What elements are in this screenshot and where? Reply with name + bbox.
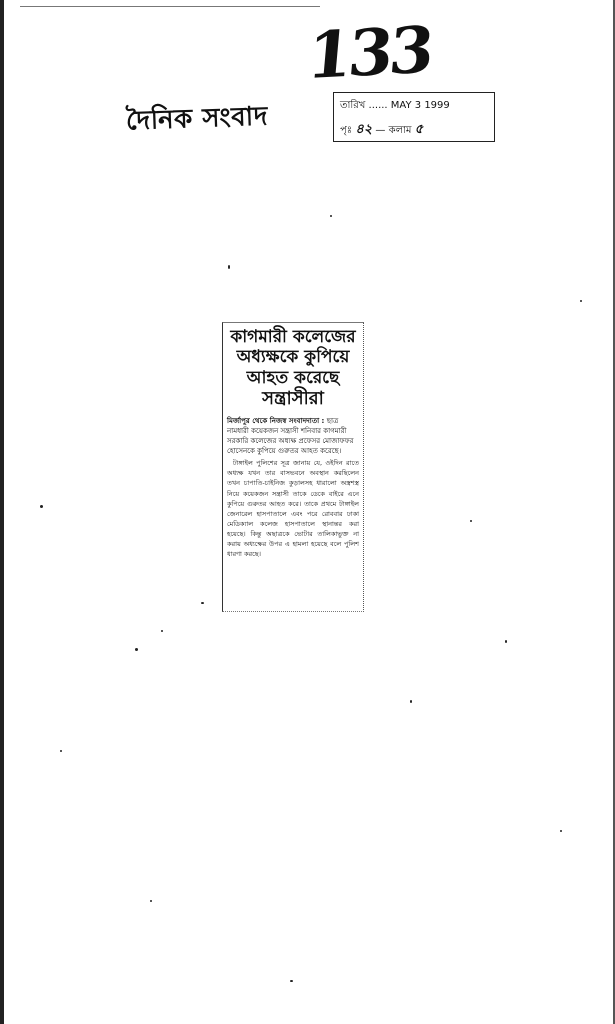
handwritten-archive-number: 133 xyxy=(304,12,434,95)
scan-speck xyxy=(40,505,43,508)
stamp-page-row: পৃঃ ৪২ — কলাম ৫ xyxy=(340,122,424,137)
scan-speck xyxy=(290,980,293,982)
scan-speck xyxy=(330,215,332,217)
scan-top-line xyxy=(20,6,320,7)
stamp-date-row: তারিখ ...... MAY 3 1999 xyxy=(340,100,450,111)
stamp-date-label: তারিখ xyxy=(340,100,366,111)
article-headline xyxy=(227,327,359,410)
headline-line-1: কাগমারী কলেজের xyxy=(230,327,356,347)
stamp-column-label: কলাম xyxy=(388,125,412,136)
scan-speck xyxy=(470,520,472,522)
scan-left-edge xyxy=(0,0,4,1024)
scan-speck xyxy=(161,630,163,632)
headline-line-4: সন্ত্রাসীরা xyxy=(262,388,324,410)
article-paragraph-2: টাঙ্গাইল পুলিশের সূত্র জানায় যে, ওইদিন রাতে অধ্যক্ষ যখন তার বাসভবনে অবস্থান করছিলেন তখন চাপাতি-চাইনিজ কুড়ালসহ ধারালো অস্ত্রশস্ত্র নিয়ে কয়েকজন সন্ত্রাসী তাকে ডেকে বাইরে এনে কুপিয়ে গুরুতর আহত করে। তাকে প্রথমে টাঙ্গাইল জেনারেল হাসপাতালে এবং পরে রোববার ঢাকা মেডিক্যাল কলেজ হাসপাতালে স্থানান্তর করা হয়েছে। কিন্তু অছাত্রকে ভোটার তালিকাভুক্ত না করায় অধ্যক্ষের উপর এ হামলা হয়েছে বলে পুলিশ ধারণা করছে। xyxy=(227,459,359,558)
scan-speck xyxy=(150,900,152,902)
scan-speck xyxy=(580,300,582,302)
headline-line-3: আহত করেছে xyxy=(246,367,340,388)
article-dateline: মির্জাপুর থেকে নিজস্ব সংবাদদাতা : ছাত্র নামধারী কয়েকজন সন্ত্রাসী শনিবার কাগমারী সরকারি কলেজের অধ্যক্ষ প্রফেসর মোজাফফর হোসেনকে কুপিয়ে গুরুতর আহত করেছে। xyxy=(227,416,354,456)
headline-line-2: অধ্যক্ষকে কুপিয়ে xyxy=(236,347,350,368)
scan-speck xyxy=(410,700,412,703)
archive-stamp xyxy=(333,92,495,142)
stamp-page-value: ৪২ xyxy=(355,122,373,137)
scan-speck xyxy=(228,265,230,269)
scan-speck xyxy=(505,640,507,643)
scan-speck xyxy=(60,750,62,752)
scan-speck xyxy=(201,602,204,604)
newspaper-clipping xyxy=(222,322,364,612)
newspaper-masthead: দৈনিক সংবাদ xyxy=(125,101,269,137)
scan-speck xyxy=(135,648,138,651)
stamp-page-label: পৃঃ xyxy=(340,125,353,136)
stamp-column-value: ৫ xyxy=(414,122,424,137)
stamp-date-value: MAY 3 1999 xyxy=(390,100,450,111)
scan-speck xyxy=(560,830,562,832)
